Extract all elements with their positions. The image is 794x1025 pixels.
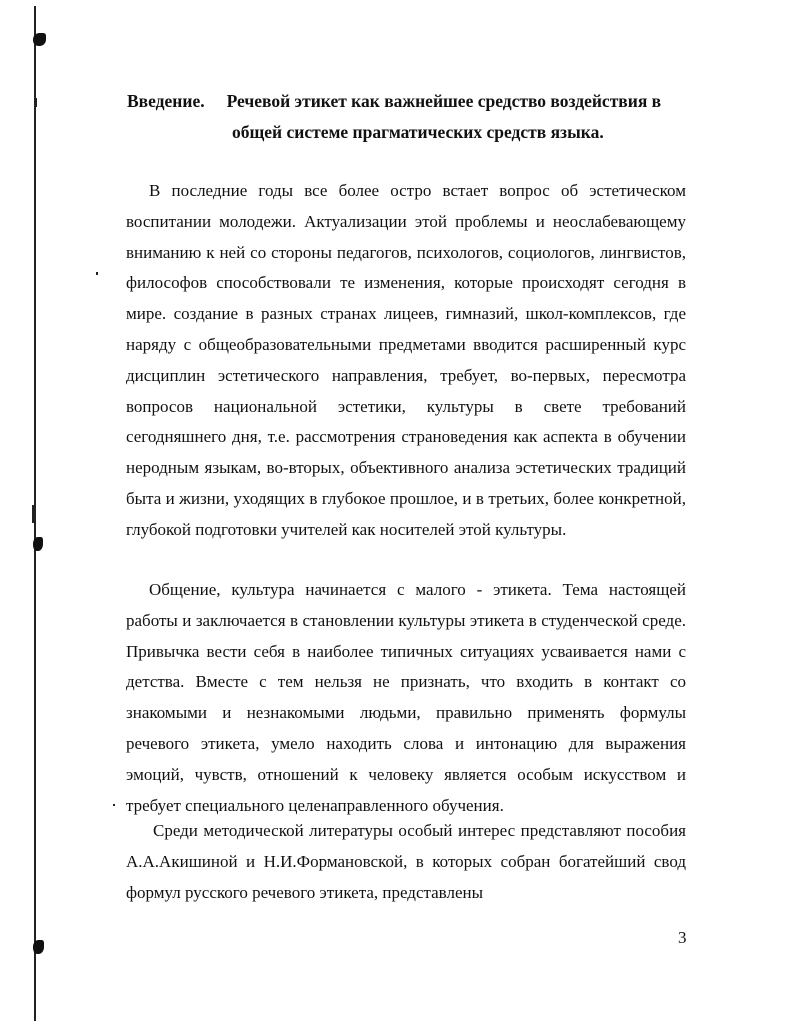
page-number: 3 — [678, 928, 687, 947]
body-paragraph: Среди методической литературы особый интерес представляют пособия А.А.Акишиной и Н.И.Формановской, в которых собран богатейший свод формул русского речевого этикета, представлены — [126, 821, 686, 902]
body-paragraph: В последние годы все более остро встает вопрос об эстетическом воспитании молодежи. Актуализации этой проблемы и неослабевающему вниманию к ней со стороны педагогов, психологов, социологов, лингвистов, философов способствовали те изменения, которые происходят сегодня в мире. создание в разных странах лицеев, гимназий, школ-комплексов, где наряду с общеобразовательными предметами вводится расширенный курс дисциплин эстетического направления, требует, во-первых, пересмотра вопросов национальной эстетики, культуры в свете требований сегодняшнего дня, т.е. рассмотрения страноведения как аспекта в обучении неродным языкам, во-вторых, объективного анализа эстетических традиций быта и жизни, уходящих в глубокое прошлое, и в третьих, более конкретной, глубокой подготовки учителей как носителей этой культуры. — [126, 181, 686, 539]
binding-hole-mark — [33, 537, 43, 551]
scan-speck — [32, 505, 34, 523]
binding-hole-mark — [33, 940, 44, 954]
chapter-title-line-2: общей системе прагматических средств языка. — [232, 122, 604, 142]
scan-speck — [113, 804, 115, 806]
chapter-title-line-1: Речевой этикет как важнейшее средство воздействия в — [226, 91, 662, 111]
scan-speck — [34, 98, 37, 107]
scan-speck — [96, 272, 98, 275]
body-paragraph: Общение, культура начинается с малого - этикета. Тема настоящей работы и заключается в становлении культуры этикета в студенческой среде. Привычка вести себя в наиболее типичных ситуациях усваивается нами с детства. Вместе с тем нельзя не признать, что входить в контакт со знакомыми и незнакомыми людьми, правильно применять формулы речевого этикета, умело находить слова и интонацию для выражения эмоций, чувств, отношений к человеку является особым искусством и требует специального целенаправленного обучения. — [126, 580, 686, 815]
binding-hole-mark — [33, 33, 46, 46]
chapter-label: Введение. — [127, 91, 205, 111]
scan-margin-line — [34, 6, 36, 1021]
